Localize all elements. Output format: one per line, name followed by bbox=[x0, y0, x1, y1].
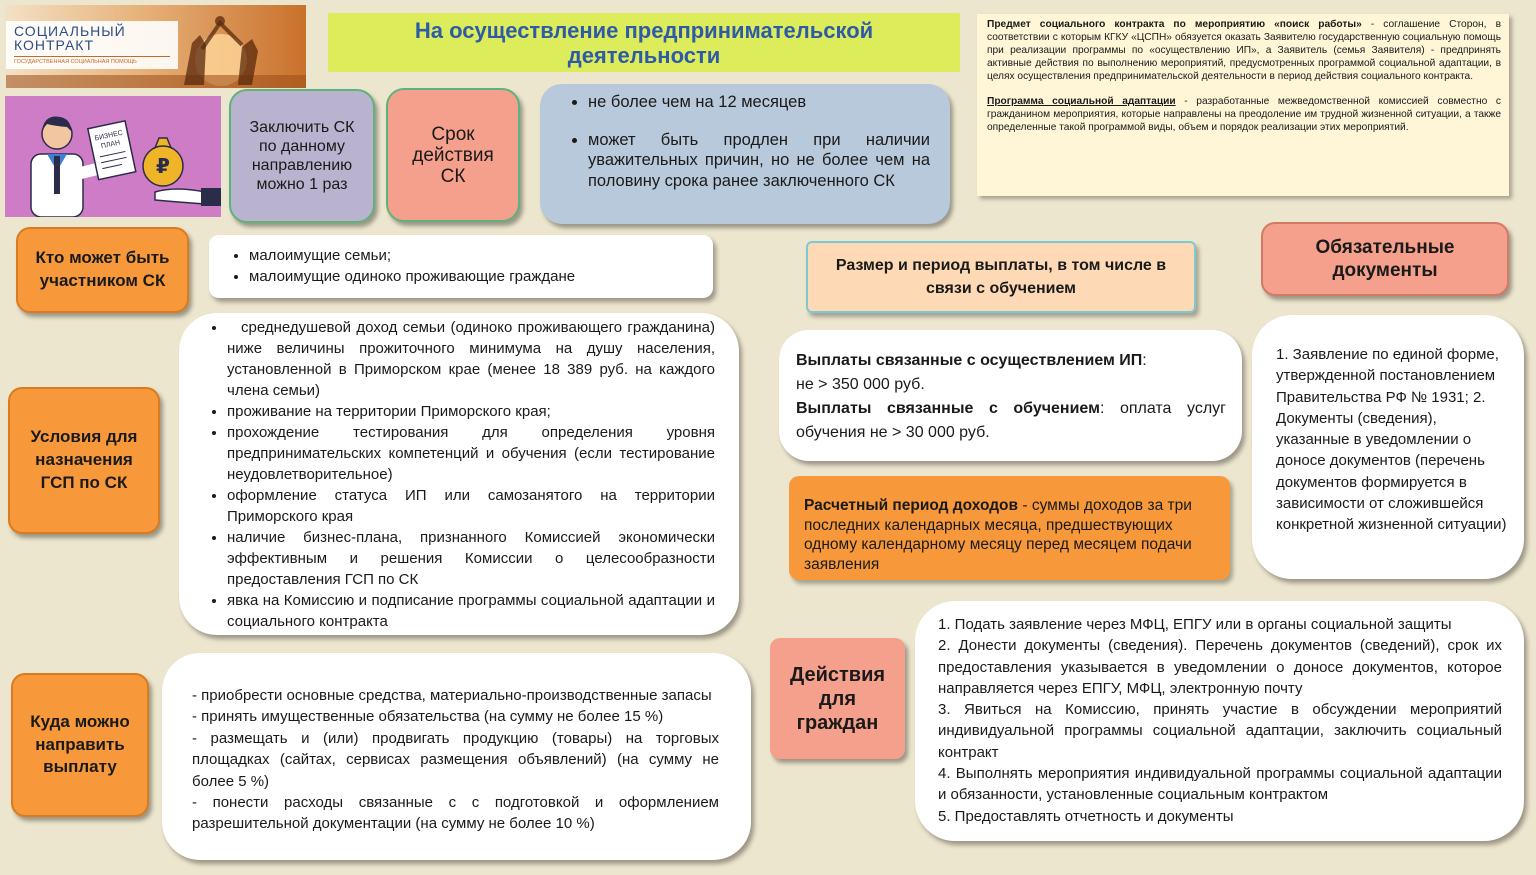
who-item: • малоимущие одиноко проживающие граждане bbox=[249, 266, 703, 287]
conditions-label bbox=[8, 387, 160, 534]
conclude-once-box bbox=[229, 89, 375, 223]
where-item: - размещать и (или) продвигать продукцию (товары) на торговых площадках (сайтах, сервисах размещения объявлений) (на сумму не более 5 %) bbox=[192, 729, 719, 790]
plan-word-1: БИЗНЕС bbox=[94, 129, 124, 143]
where-item: - приобрести основные средства, материально-производственные запасы bbox=[192, 687, 712, 704]
logo-title-2: КОНТРАКТ bbox=[14, 37, 94, 53]
where-item: - понести расходы связанные с с подготовкой и оформлением разрешительной документации (на сумму не более 10 %) bbox=[192, 794, 719, 833]
actions-box bbox=[915, 601, 1524, 841]
term-details-list bbox=[566, 92, 930, 191]
businessman-with-plan-icon bbox=[5, 96, 221, 217]
business-plan-illustration bbox=[5, 96, 221, 217]
action-item: 2. Донести документы (сведения). Перечень документов (сведений), срок их предоставления указывается в уведомлении о доносе документов, которое направляется через ЕПГУ, МФЦ, электронную почту bbox=[938, 637, 1502, 697]
condition-item: • оформление статуса ИП или самозанятого на территории Приморского края bbox=[227, 485, 715, 527]
term-item: • может быть продлен при наличии уважительных причин, но не более чем на половину срока ранее заключенного СК bbox=[588, 130, 930, 192]
documents-label-text: Обязательные документы bbox=[1315, 237, 1455, 281]
term-label-box bbox=[386, 88, 520, 222]
term-details-box bbox=[540, 84, 950, 224]
subject-definition bbox=[987, 18, 1501, 83]
plan-word-2: ПЛАН bbox=[100, 139, 121, 151]
action-item: 1. Подать заявление через МФЦ, ЕПГУ или в органы социальной защиты bbox=[938, 616, 1452, 633]
payment-label-text: Размер и период выплаты, в том числе в связи с обучением bbox=[835, 257, 1167, 297]
where-label bbox=[11, 673, 149, 817]
payment-box bbox=[779, 330, 1242, 461]
conditions-box bbox=[179, 313, 739, 635]
where-box bbox=[162, 653, 751, 860]
action-item: 4. Выполнять мероприятия индивидуальной программы социальной адаптации и обязанности, установленные социальным контрактом bbox=[938, 765, 1502, 804]
who-list bbox=[227, 245, 703, 287]
subject-term: Предмет социального контракта по мероприятию «поиск работы» bbox=[987, 19, 1362, 30]
condition-item: • проживание на территории Приморского края; bbox=[227, 401, 715, 422]
action-item: 5. Предоставлять отчетность и документы bbox=[938, 807, 1234, 825]
conditions-label-text: Условия для назначения ГСП по СК bbox=[30, 427, 138, 492]
actions-label bbox=[770, 638, 905, 759]
who-label-text: Кто может быть участником СК bbox=[35, 248, 170, 290]
ip-payment-value: не > 350 000 руб. bbox=[796, 376, 925, 393]
documents-box bbox=[1252, 315, 1524, 579]
calc-period-term: Расчетный период доходов bbox=[804, 497, 1019, 514]
ruble-sign-icon: ₽ bbox=[156, 154, 170, 178]
term-label-text: Срок действия СК bbox=[412, 123, 494, 187]
condition-item: • наличие бизнес-плана, признанного Комиссией экономически эффективным и решения Комиссии о целесообразности предоставления ГСП по СК bbox=[227, 527, 715, 590]
conditions-list bbox=[205, 317, 715, 632]
action-item: 3. Явиться на Комиссию, принять участие в обсуждении мероприятий индивидуальной программы социальной адаптации, заключить социальный контракт bbox=[938, 701, 1502, 761]
condition-item: • явка на Комиссию и подписание программы социальной адаптации и социального контракта bbox=[227, 590, 715, 632]
where-item: - принять имущественные обязательства (на сумму не более 15 %) bbox=[192, 708, 664, 726]
calc-period-text: - суммы доходов за три последних календарных месяца, предшествующих одному календарному месяцу перед месяцем подачи заявления bbox=[804, 497, 1192, 573]
documents-text: 1. Заявление по единой форме, утвержденной постановлением Правительства РФ № 1931; 2. Документы (сведения), указанные в уведомлении о доносе документов (перечень документов формируется в зависимости от сложившейся конкретной жизненной ситуации) bbox=[1276, 346, 1507, 534]
who-label bbox=[16, 227, 189, 313]
logo-text bbox=[6, 21, 178, 69]
edu-payment-value: : оплата услуг обучения не > 30 000 руб. bbox=[796, 400, 1226, 441]
conclude-once-text: Заключить СК по данному направлению можно 1 раз bbox=[249, 119, 355, 193]
logo bbox=[6, 5, 306, 88]
program-text: - разработанные межведомственной комиссией совместно с гражданином мероприятия, которые направлены на преодоление им трудной жизненной ситуации, а также определенные такой программой виды, объем и порядок реализации этих мероприятий. bbox=[987, 96, 1501, 133]
program-term: Программа социальной адаптации bbox=[987, 96, 1176, 107]
who-list-box bbox=[209, 235, 713, 298]
program-definition bbox=[987, 95, 1501, 134]
condition-item: • среднедушевой доход семьи (одиноко проживающего гражданина) ниже величины прожиточного минимума на душу населения, установленной в Приморском крае (менее 18 389 руб. на каждого члена семьи) bbox=[227, 317, 715, 401]
condition-item: • прохождение тестирования для определения уровня предпринимательских компетенций и обучения (если тестирование неудовлетворительное) bbox=[227, 422, 715, 485]
definitions-note bbox=[977, 14, 1509, 196]
payment-label bbox=[806, 241, 1196, 313]
subject-text: - соглашение Сторон, в соответствии с которым КГКУ «ЦСПН» обязуется оказать Заявителю государственную социальную помощь при реализации программы по «осуществлению ИП», а Заявитель (семья Заявителя) - предпринять активные действия по выполнению мероприятий, предусмотренных программой социальной адаптации, в целях осуществления предпринимательской деятельности в период действия социального контракта. bbox=[987, 19, 1501, 82]
who-item: • малоимущие семьи; bbox=[249, 245, 703, 266]
ip-payment-label: Выплаты связанные с осуществлением ИП bbox=[796, 352, 1143, 369]
documents-label bbox=[1261, 222, 1509, 296]
edu-payment bbox=[796, 397, 1226, 445]
where-label-text: Куда можно направить выплату bbox=[30, 711, 130, 777]
calc-period-box bbox=[789, 476, 1230, 580]
actions-label-text: Действия для граждан bbox=[789, 663, 886, 734]
term-item: • не более чем на 12 месяцев bbox=[588, 92, 930, 113]
ip-payment: Выплаты связанные с осуществлением ИП: bbox=[796, 352, 1147, 369]
edu-payment-label: Выплаты связанные с обучением bbox=[796, 400, 1100, 417]
logo-title-1: СОЦИАЛЬНЫЙ bbox=[14, 23, 126, 39]
logo-subtitle: ГОСУДАРСТВЕННАЯ СОЦИАЛЬНАЯ ПОМОЩЬ bbox=[14, 56, 170, 65]
page-title bbox=[328, 13, 960, 72]
page-title-text: На осуществление предпринимательской деятельности bbox=[414, 17, 874, 68]
